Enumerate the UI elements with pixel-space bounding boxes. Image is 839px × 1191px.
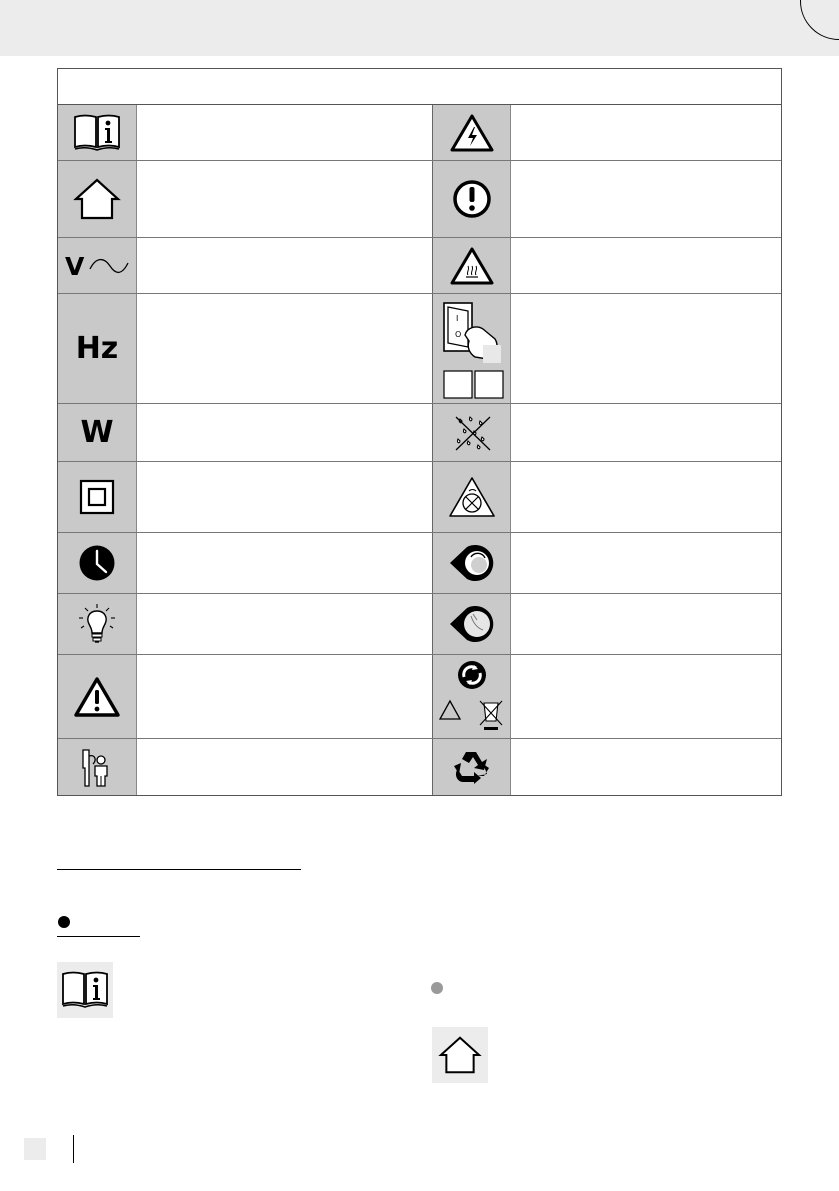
on-off-switch-icon [432,294,511,403]
row-left-text [136,161,433,237]
hot-surface-warning-icon [432,238,511,293]
hertz-icon [58,294,136,403]
top-band [0,0,839,56]
row-right-text [510,105,782,160]
row-left-text [136,294,433,403]
table-row [58,404,781,462]
row-left-text [136,533,433,593]
section-subheading [76,914,140,930]
table-row [58,294,781,404]
recycle-arrows-icon [432,739,511,795]
row-right-text [510,404,782,461]
watt-label: W [80,415,114,450]
row-left-text [136,655,433,738]
touch-dimmer-icon [432,594,511,654]
protection-class-ii-icon [58,462,136,532]
table-row [58,161,781,238]
page-number-box [24,1138,46,1160]
row-left-text [136,462,433,532]
bullet-dot [58,916,70,928]
section-heading-rule [57,869,301,870]
row-right-text [510,655,782,738]
child-safety-icon [58,739,136,795]
section-heading [57,850,301,866]
row-right-text [510,594,782,654]
row-right-text [510,294,782,403]
clock-icon [58,533,136,593]
bullet-dot-gray [431,982,443,994]
general-warning-icon [58,655,136,738]
row-left-text [136,594,433,654]
row-right-text [510,161,782,237]
table-row [58,238,781,294]
indoor-house-icon [432,1027,488,1083]
switch-off-label: O [455,329,462,339]
exclamation-icon [432,161,511,237]
table-row [58,105,781,161]
watt-icon [58,404,136,461]
symbol-table [57,68,782,796]
table-row [58,533,781,594]
indoor-house-icon [58,161,136,237]
footer-divider [73,1135,74,1163]
electric-shock-warning-icon [432,105,511,160]
no-water-icon [432,404,511,461]
row-right-text [510,533,782,593]
recycling-marks-icon [432,655,511,738]
row-left-text [136,105,433,160]
row-right-text [510,739,782,795]
manual-book-icon [57,962,113,1018]
table-row [58,739,781,795]
table-row [58,594,781,655]
dimmer-icon [432,533,511,593]
subheading-rule [57,936,140,937]
volt-ac-icon [58,238,136,293]
manual-book-icon [58,105,136,160]
light-bulb-icon [58,594,136,654]
row-left-text [136,404,433,461]
table-row [58,462,781,533]
row-right-text [510,462,782,532]
row-left-text [136,739,433,795]
row-left-text [136,238,433,293]
hertz-label: Hz [75,331,119,366]
row-right-text [510,238,782,293]
no-fan-icon [432,462,511,532]
symbol-table-header [58,69,781,105]
volt-label: V [65,251,85,281]
table-row [58,655,781,739]
switch-on-label: I [456,313,459,323]
